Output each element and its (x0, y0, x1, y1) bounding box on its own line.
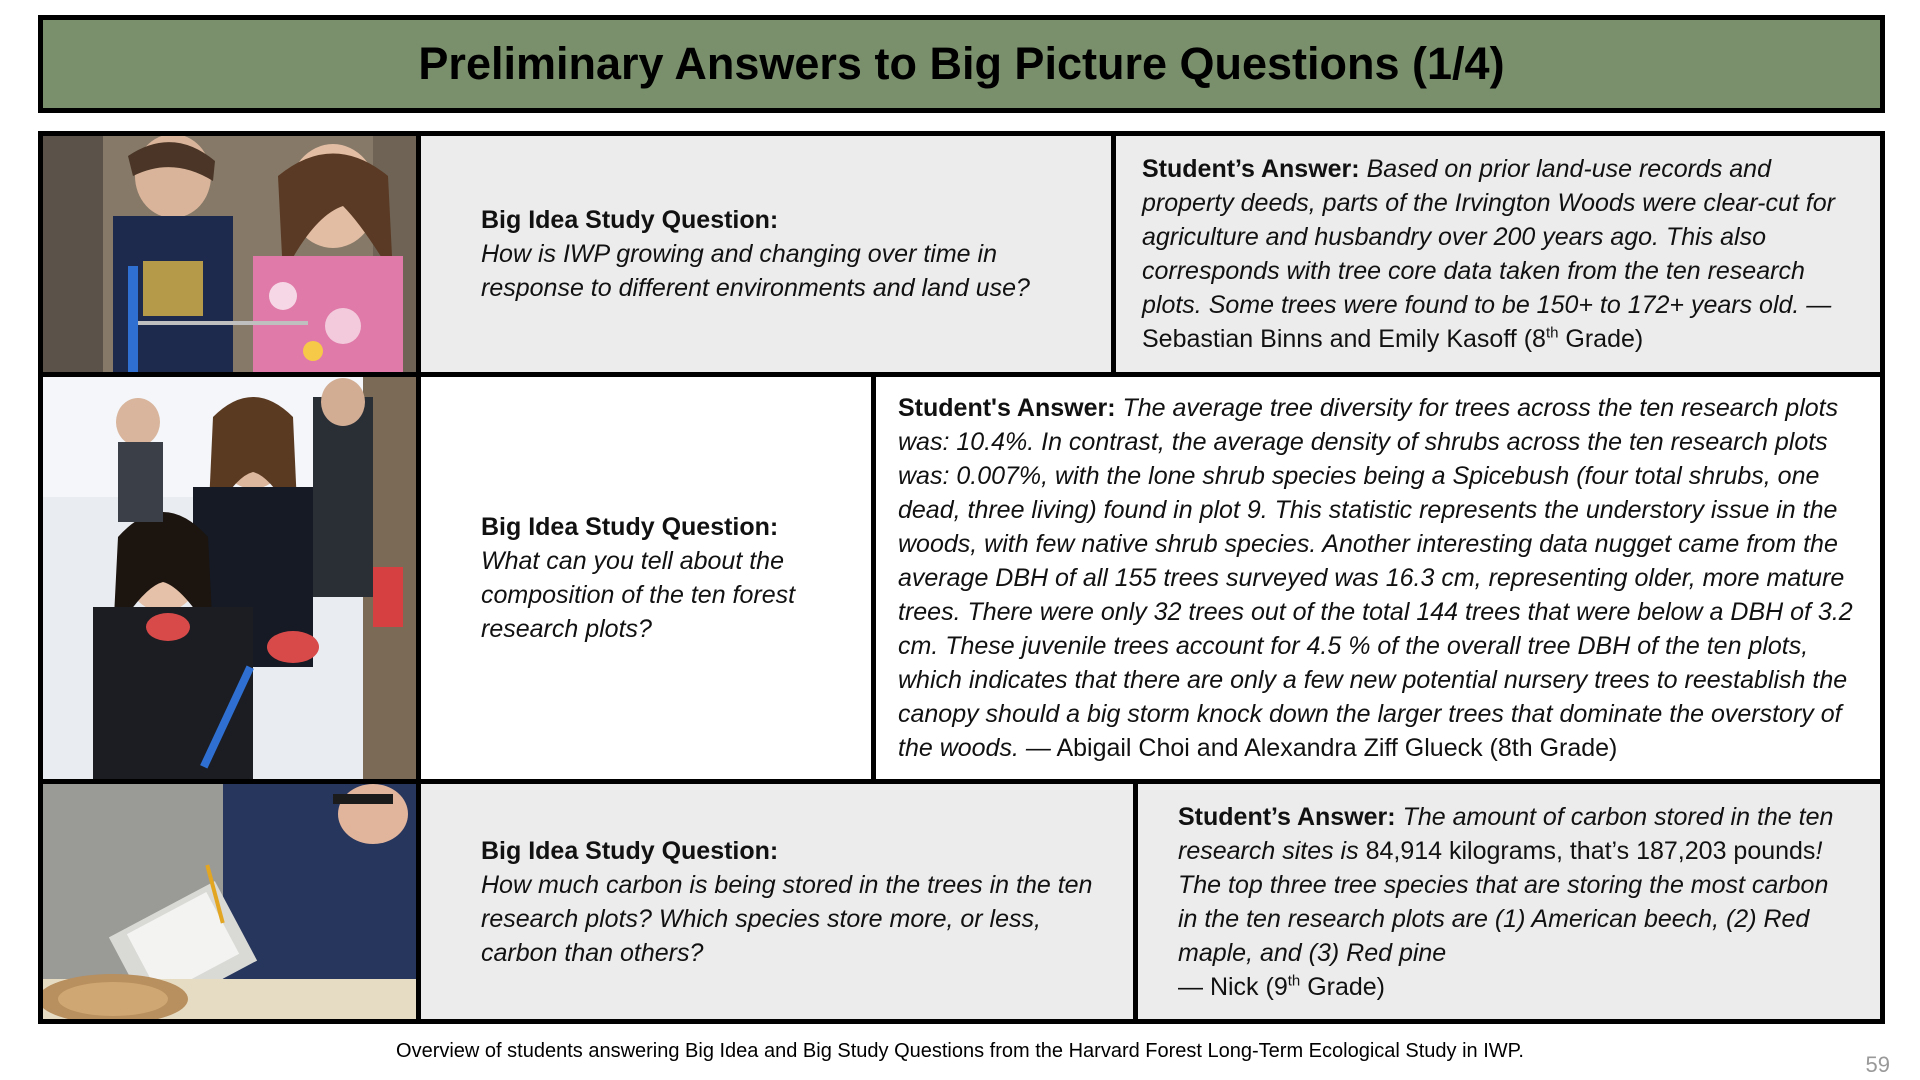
question-heading: Big Idea Study Question: (481, 836, 779, 865)
answer-credit-end: Grade) (1300, 972, 1386, 1001)
answer-credit-sup: th (1545, 324, 1559, 342)
question-cell-3 (421, 784, 1133, 1019)
photo-students-tree-core (43, 136, 416, 372)
photo-student-writing (43, 784, 416, 1019)
answer-label: Student’s Answer: (1142, 155, 1360, 183)
question-cell-2 (421, 377, 871, 779)
answer-credit-sup: th (1287, 972, 1301, 990)
photo-students-measuring (43, 377, 416, 779)
answer-plain: 84,914 kilograms, that’s 187,203 pounds (1365, 836, 1816, 865)
question-heading: Big Idea Study Question: (481, 513, 779, 541)
answer-text: Based on prior land-use records and property deeds, parts of the Irvington Woods were clear-cut for agriculture and husbandry over 200 years ago. This also corresponds with tree core data taken from the ten research plots. Some trees were found to be 150+ to 172+ years old. — (1142, 155, 1835, 319)
question-cell-1 (421, 136, 1111, 372)
content-grid (38, 131, 1885, 1024)
page-number: 59 (1865, 1052, 1890, 1077)
answer-credit: Abigail Choi and Alexandra Ziff Glueck (8th Grade) (1056, 734, 1618, 762)
answer-label: Student's Answer: (898, 394, 1116, 422)
question-heading: Big Idea Study Question: (481, 206, 779, 234)
answer-credit: — Nick (9 (1178, 972, 1288, 1001)
answer-credit: Sebastian Binns and Emily Kasoff (8 (1142, 325, 1546, 353)
answer-cell-2 (876, 377, 1880, 779)
answer-text-block (1142, 152, 1862, 356)
answer-text-b: ! The top three tree species that are storing the most carbon in the ten research plots are (1) American beech, (2) Red maple, and (3) Red pine (1178, 836, 1829, 967)
question-text: What can you tell about the composition of the ten forest research plots? (481, 547, 796, 643)
answer-text-a: The amount of carbon stored in the ten research sites is (1178, 802, 1834, 865)
answer-label: Student’s Answer: (1178, 802, 1396, 831)
answer-cell-1 (1116, 136, 1880, 372)
answer-cell-3 (1138, 784, 1880, 1019)
slide-caption: Overview of students answering Big Idea and Big Study Questions from the Harvard Forest Long-Term Ecological Study in IWP. (396, 1040, 1524, 1062)
answer-text-block (898, 391, 1862, 765)
question-text: How is IWP growing and changing over time in response to different environments and land use? (481, 240, 1030, 302)
page-title: Preliminary Answers to Big Picture Questions (1/4) (418, 38, 1505, 89)
question-text: How much carbon is being stored in the trees in the ten research plots? Which species store more, or less, carbon than others? (481, 870, 1093, 967)
answer-text-block (1178, 800, 1840, 1004)
answer-credit-end: Grade) (1558, 325, 1644, 353)
title-bar (38, 15, 1885, 113)
answer-text: The average tree diversity for trees across the ten research plots was: 10.4%. In contrast, the average density of shrubs across the ten research plots was: 0.007%, with the lone shrub species being a Spicebush (four total shrubs, one dead, three living) found in plot 9. This statistic represents the understory issue in the woods, with few native shrub species. Another interesting data nugget came from the average DBH of all 155 trees surveyed was 16.3 cm, representing older, more mature trees. There were only 32 trees out of the total 144 trees that were below a DBH of 3.2 cm. These juvenile trees account for 4.5 % of the overall tree DBH of the ten plots, which indicates that there are only a few new potential nursery trees to reestablish the canopy should a big storm knock down the larger trees that dominate the overstory of the woods. — (898, 394, 1853, 762)
